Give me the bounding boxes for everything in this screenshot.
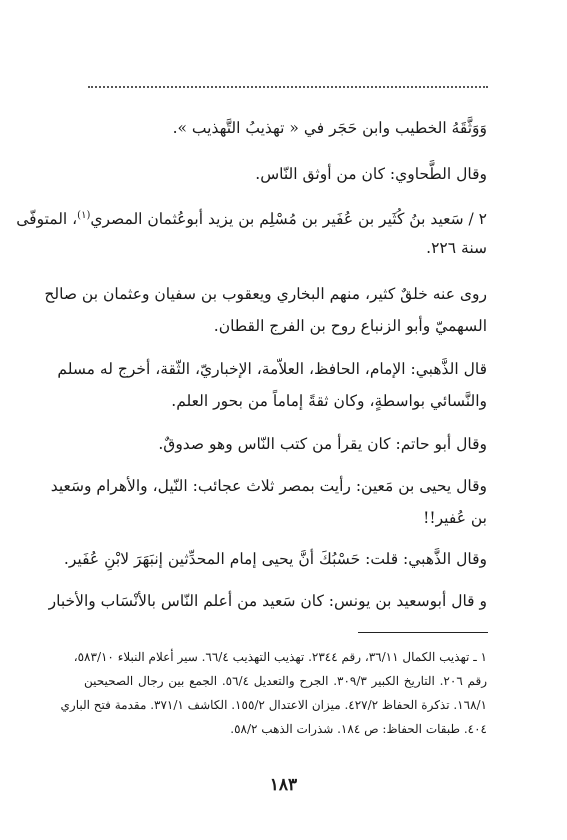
footnote-rule [358, 632, 488, 633]
footnote-marker: (١) [77, 210, 91, 221]
body-line: روى عنه خلقٌ كثير، منهم البخاري ويعقوب بن سفيان وعثمان بن صالح [44, 285, 487, 303]
footnote-line: ٤٠٤. طبقات الحفاظ: ص ١٨٤. شذرات الذهب ٥٨/٢. [230, 722, 487, 736]
header-dotted-rule [88, 86, 488, 88]
body-line: بن عُفير!! [423, 509, 487, 527]
died-label: ، المتوفّى [16, 210, 78, 229]
body-line: وقال الذَّهبي: قلت: حَسْبُكَ أنَّ يحيى إمام المحدِّثين إنبَهَرَ لابْنِ عُفَير. [63, 550, 487, 568]
body-line: وقال الطَّحاوي: كان من أوثق النّاس. [255, 165, 487, 183]
body-line: والنَّسائي بواسطةٍ، وكان ثقةً إماماً من بحور العلم. [171, 392, 487, 410]
footnote-line: ١ ـ تهذيب الكمال ٣٦/١١، رقم ٢٣٤٤. تهذيب التهذيب ٦٦/٤. سير أعلام النبلاء ٥٨٣/١٠، [73, 650, 487, 664]
footnote-line: رقم ٢٠٦. التاريخ الكبير ٣٠٩/٣. الجرح والتعديل ٥٦/٤. الجمع بين رجال الصحيحين [84, 674, 487, 688]
body-line: وقال يحيى بن مَعين: رأيت بمصر ثلاث عجائب: النّيل، والأهرام وسَعيد [50, 477, 487, 495]
body-line: قال الذَّهبي: الإمام، الحافظ، العلاّمة، الإخباريّ، الثّقة، أخرج له مسلم [57, 360, 487, 378]
body-line: وَوَثَّقَهُ الخطيب وابن حَجَر في « تهذيبُ التَّهذيب ». [172, 119, 487, 137]
body-line: و قال أبوسعيد بن يونس: كان سَعيد من أعلم النّاس بالأنْسَاب والأخبار [48, 592, 487, 610]
body-line: السهميّ وأبو الزنباع روح بن الفرج القطان. [213, 317, 487, 335]
entry-heading [16, 205, 487, 230]
body-line: سنة ٢٢٦. [426, 239, 487, 257]
page-number: ١٨٣ [269, 775, 298, 795]
footnote-line: ١٦٨/١. تذكرة الحفاظ ٤٢٧/٢. ميزان الاعتدال ١٥٥/٢. الكاشف ٣٧١/١. مقدمة فتح الباري [60, 698, 487, 712]
body-line: وقال أبو حاتم: كان يقرأ من كتب النّاس وهو صدوقٌ. [158, 435, 487, 453]
entry-name: ٢ / سَعيد بنُ كُثَير بن عُفَير بن مُسْلِم بن يزيد أبوعُثمان المصري [90, 210, 487, 229]
